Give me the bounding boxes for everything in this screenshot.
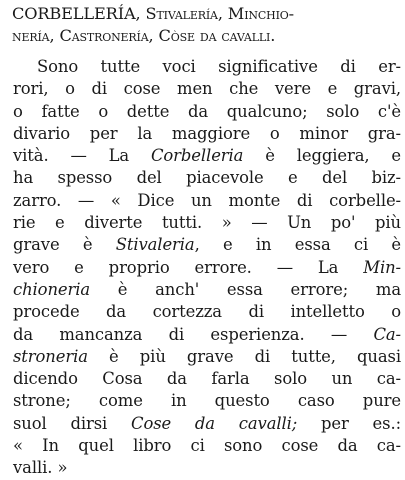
text-run: dicendo Cosa da farla solo un ca- bbox=[13, 369, 401, 389]
italic-term: Corbelleria bbox=[150, 146, 244, 166]
text-run: suol dirsi bbox=[13, 413, 131, 433]
text-run: strone; come in questo caso pure bbox=[13, 391, 401, 411]
italic-term: Min- bbox=[363, 257, 401, 277]
text-run: vità. — La bbox=[13, 146, 151, 166]
text-run: ha spesso del piacevole e del biz- bbox=[13, 168, 401, 188]
text-run: « In quel libro ci sono cose da ca- bbox=[13, 436, 401, 456]
text-run: o fatte o dette da qualcuno; solo c'è bbox=[13, 101, 401, 121]
text-run: divario per la maggiore o minor gra- bbox=[13, 123, 401, 143]
text-run: rori, o di cose men che vere e gravi, bbox=[13, 79, 401, 99]
body-line bbox=[13, 457, 401, 479]
text-run: procede da cortezza di intelletto o bbox=[13, 302, 401, 322]
body-line bbox=[13, 123, 401, 145]
text-run: è più grave di tutte, quasi bbox=[87, 346, 401, 366]
text-run: è leggiera, e bbox=[243, 146, 401, 166]
body-line bbox=[13, 257, 401, 279]
body-line bbox=[13, 279, 401, 301]
body-line bbox=[13, 212, 401, 234]
italic-term: stroneria bbox=[13, 346, 88, 366]
text-run: è anch' essa errore; ma bbox=[90, 279, 401, 299]
body-line bbox=[13, 346, 401, 368]
text-run: , e in essa ci è bbox=[194, 235, 401, 255]
body-line bbox=[13, 435, 401, 457]
text-run: grave è bbox=[13, 235, 116, 255]
body-line bbox=[13, 101, 401, 123]
body-line bbox=[13, 413, 401, 435]
text-run: per es.: bbox=[297, 413, 401, 433]
text-run: vero e proprio errore. — La bbox=[13, 257, 364, 277]
body-line bbox=[13, 324, 401, 346]
italic-term: Stivaleria bbox=[115, 235, 195, 255]
body-line bbox=[13, 56, 401, 78]
heading-line bbox=[12, 25, 402, 47]
body-line bbox=[13, 390, 401, 412]
italic-term: chioneria bbox=[13, 279, 91, 299]
text-run: da mancanza di esperienza. — bbox=[13, 324, 374, 344]
italic-term: Cose da cavalli; bbox=[131, 413, 298, 433]
text-run: zarro. — « Dice un monte di corbelle- bbox=[13, 190, 401, 210]
body-line bbox=[13, 167, 401, 189]
body-line bbox=[13, 301, 401, 323]
entry-heading bbox=[12, 3, 402, 47]
body-line bbox=[13, 234, 401, 256]
text-run: rie e diverte tutti. » — Un po' più bbox=[13, 213, 401, 233]
body-line bbox=[13, 190, 401, 212]
body-line bbox=[13, 368, 401, 390]
heading-synonyms: nería, Castronería, Còse da cavalli. bbox=[12, 26, 276, 45]
italic-term: Ca- bbox=[373, 324, 401, 344]
heading-headword: CORBELLERÍA, bbox=[12, 4, 146, 23]
heading-line bbox=[12, 3, 402, 25]
entry-body bbox=[13, 56, 401, 480]
text-run: Sono tutte voci significative di er- bbox=[37, 57, 401, 76]
body-line bbox=[13, 145, 401, 167]
body-line bbox=[13, 78, 401, 100]
heading-synonyms: Stivalería, Minchio- bbox=[145, 4, 294, 23]
text-run: valli. » bbox=[13, 458, 68, 478]
